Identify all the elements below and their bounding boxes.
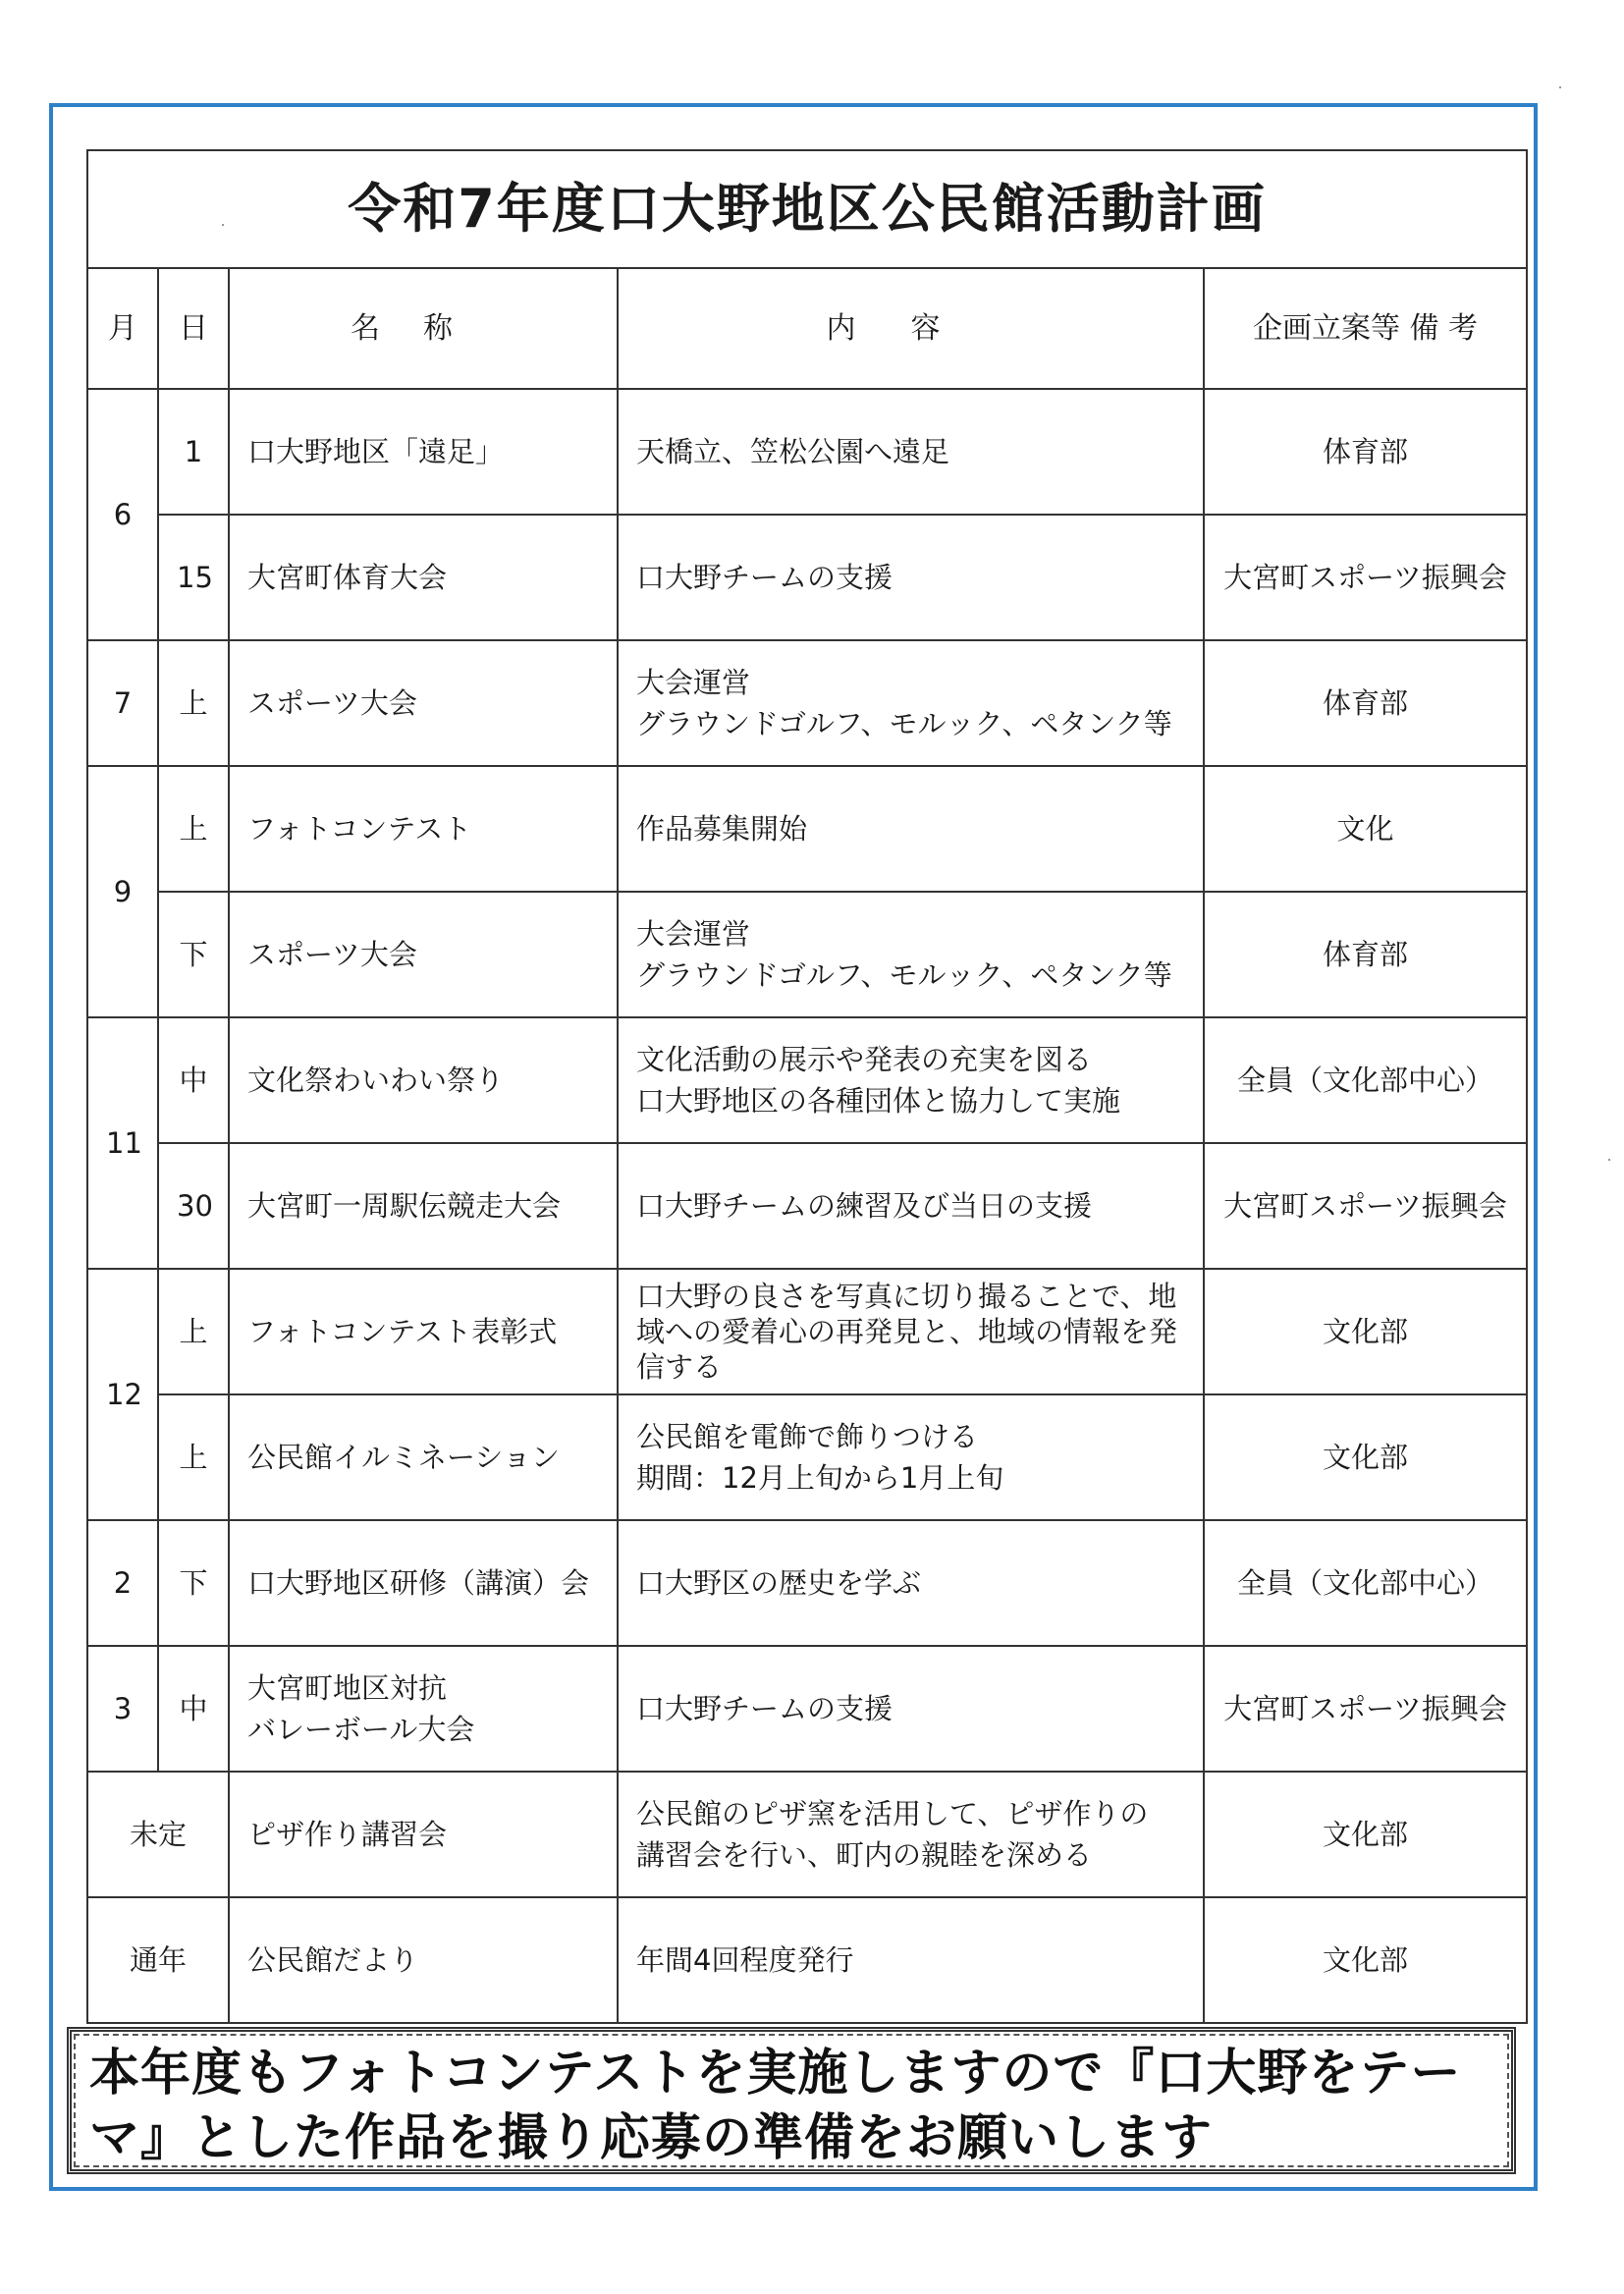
content-cell: [618, 1646, 1204, 1772]
content-cell: [618, 515, 1204, 640]
content-line: 公民館のピザ窯を活用して、ピザ作りの: [636, 1796, 1149, 1830]
content-cell: [618, 1143, 1204, 1269]
content-cell: [618, 1394, 1204, 1520]
remarks-cell: 体育部: [1204, 892, 1527, 1017]
content-line: 口大野地区の各種団体と協力して実施: [636, 1084, 1121, 1118]
header-month: 月: [87, 268, 158, 389]
table-row: [87, 1017, 1527, 1143]
name-cell: フォトコンテスト: [229, 766, 618, 892]
name-cell: 大宮町体育大会: [229, 515, 618, 640]
content-cell: [618, 389, 1204, 515]
table-row: [87, 1646, 1527, 1772]
name-cell: スポーツ大会: [229, 892, 618, 1017]
name-cell: 公民館だより: [229, 1897, 618, 2023]
period-cell: 通年: [87, 1897, 229, 2023]
remarks-cell: 文化部: [1204, 1897, 1527, 2023]
day-cell: 上: [158, 1269, 229, 1394]
remarks-cell: 全員（文化部中心）: [1204, 1017, 1527, 1143]
month-cell: 6: [87, 389, 158, 640]
content-cell: [618, 1017, 1204, 1143]
name-line: バレーボール大会: [247, 1713, 475, 1746]
remarks-cell: 文化部: [1204, 1269, 1527, 1394]
table-row: [87, 1394, 1527, 1520]
header-name: 名称: [229, 268, 618, 389]
table-row: [87, 1520, 1527, 1646]
remarks-cell: 大宮町スポーツ振興会: [1204, 1143, 1527, 1269]
name-cell: 文化祭わいわい祭り: [229, 1017, 618, 1143]
table-row: [87, 515, 1527, 640]
content-line: 年間4回程度発行: [636, 1942, 854, 1977]
table-row: [87, 766, 1527, 892]
content-cell: [618, 1772, 1204, 1897]
content-cell: [618, 766, 1204, 892]
remarks-cell: 大宮町スポーツ振興会: [1204, 1646, 1527, 1772]
name-cell: 公民館イルミネーション: [229, 1394, 618, 1520]
month-cell: 12: [87, 1269, 158, 1520]
content-cell: [618, 892, 1204, 1017]
content-line: 口大野区の歴史を学ぶ: [636, 1565, 922, 1600]
table-row: [87, 640, 1527, 766]
table-row: [87, 892, 1527, 1017]
header-remarks: 企画立案等 備 考: [1204, 268, 1527, 389]
name-cell: [229, 1646, 618, 1772]
table-row: [87, 1269, 1527, 1394]
header-day: 日: [158, 268, 229, 389]
remarks-cell: 文化: [1204, 766, 1527, 892]
content-line: 口大野の良さを写真に切り撮ることで、地域への愛着心の再発見と、地域の情報を発信する: [636, 1279, 1178, 1385]
content-cell: [618, 1520, 1204, 1646]
scan-speck: [222, 224, 224, 226]
name-cell: 口大野地区「遠足」: [229, 389, 618, 515]
content-line: 天橋立、笠松公園へ遠足: [636, 434, 950, 468]
name-cell: スポーツ大会: [229, 640, 618, 766]
day-cell: 上: [158, 640, 229, 766]
day-cell: 上: [158, 766, 229, 892]
content-line: 公民館を電飾で飾りつける: [636, 1419, 979, 1453]
page-title: 令和7年度口大野地区公民館活動計画: [87, 150, 1527, 268]
content-line: 大会運営: [636, 916, 751, 951]
content-line: 口大野チームの練習及び当日の支援: [636, 1188, 1093, 1223]
table-row: [87, 389, 1527, 515]
content-line: グラウンドゴルフ、モルック、ペタンク等: [636, 707, 1172, 740]
month-cell: 3: [87, 1646, 158, 1772]
remarks-cell: 文化部: [1204, 1394, 1527, 1520]
remarks-cell: 文化部: [1204, 1772, 1527, 1897]
month-cell: 7: [87, 640, 158, 766]
remarks-cell: 大宮町スポーツ振興会: [1204, 515, 1527, 640]
content-line: 作品募集開始: [636, 811, 808, 846]
content-cell: [618, 640, 1204, 766]
name-line: 大宮町地区対抗: [247, 1670, 448, 1705]
period-cell: 未定: [87, 1772, 229, 1897]
photo-contest-notice: 本年度もフォトコンテストを実施しますので『口大野をテーマ』とした作品を撮り応募の準備をお願いします: [67, 2027, 1516, 2174]
day-cell: 中: [158, 1017, 229, 1143]
activity-plan-table: [86, 149, 1528, 2024]
name-cell: フォトコンテスト表彰式: [229, 1269, 618, 1394]
content-line: 口大野チームの支援: [636, 560, 893, 594]
scan-speck: [1559, 86, 1561, 88]
name-cell: 大宮町一周駅伝競走大会: [229, 1143, 618, 1269]
day-cell: 中: [158, 1646, 229, 1772]
name-cell: ピザ作り講習会: [229, 1772, 618, 1897]
month-cell: 11: [87, 1017, 158, 1269]
month-cell: 2: [87, 1520, 158, 1646]
content-line: 文化活動の展示や発表の充実を図る: [636, 1042, 1093, 1076]
remarks-cell: 体育部: [1204, 389, 1527, 515]
day-cell: 1: [158, 389, 229, 515]
remarks-cell: 全員（文化部中心）: [1204, 1520, 1527, 1646]
scan-speck: [1608, 1159, 1610, 1161]
table-row: [87, 1897, 1527, 2023]
content-cell: [618, 1897, 1204, 2023]
content-line: 大会運営: [636, 665, 751, 699]
table-row: [87, 1772, 1527, 1897]
day-cell: 上: [158, 1394, 229, 1520]
day-cell: 下: [158, 1520, 229, 1646]
content-line: 講習会を行い、町内の親睦を深める: [636, 1838, 1093, 1872]
day-cell: 15: [158, 515, 229, 640]
header-content: 内容: [618, 268, 1204, 389]
name-cell: 口大野地区研修（講演）会: [229, 1520, 618, 1646]
remarks-cell: 体育部: [1204, 640, 1527, 766]
table-row: [87, 1143, 1527, 1269]
content-line: 口大野チームの支援: [636, 1691, 893, 1725]
content-line: 期間：12月上旬から1月上旬: [636, 1461, 1004, 1495]
month-cell: 9: [87, 766, 158, 1017]
content-line: グラウンドゴルフ、モルック、ペタンク等: [636, 958, 1172, 992]
day-cell: 下: [158, 892, 229, 1017]
day-cell: 30: [158, 1143, 229, 1269]
content-cell: [618, 1269, 1204, 1394]
